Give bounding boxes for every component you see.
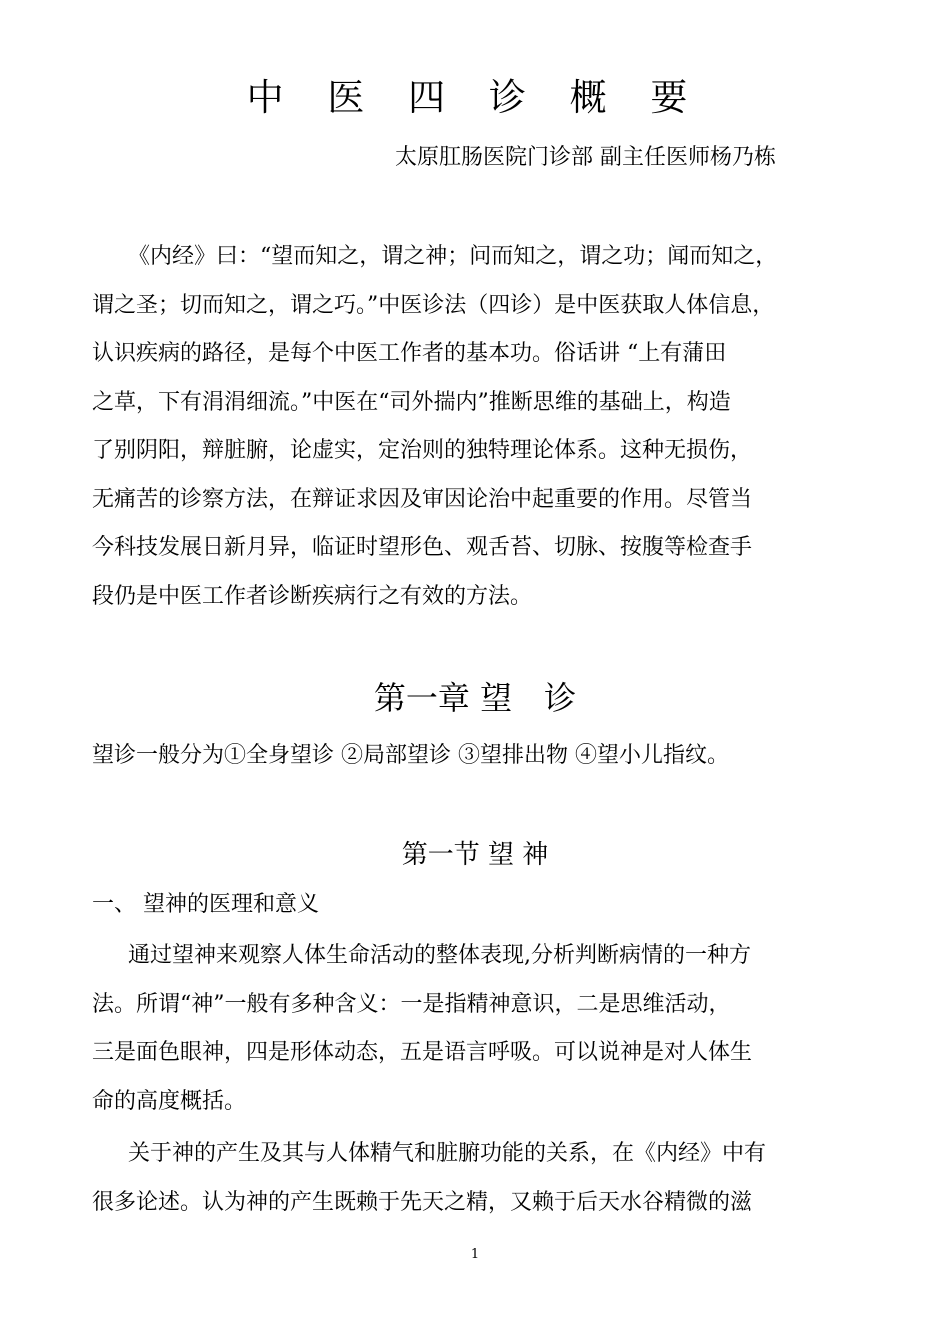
paragraph-line: 了别阴阳，辩脏腑，论虚实，定治则的独特理论体系。这种无损伤， bbox=[92, 438, 753, 463]
intro-paragraph bbox=[92, 233, 872, 621]
paragraph-line: 认识疾病的路径，是每个中医工作者的基本功。俗话讲 “上有蒲田 bbox=[92, 341, 727, 366]
chapter-title: 第一章 望 诊 bbox=[373, 679, 577, 717]
paragraph-line: 命的高度概括。 bbox=[92, 1088, 247, 1114]
paragraph-line: 法。所谓“神”一般有多种含义：一是指精神意识，二是思维活动， bbox=[92, 991, 731, 1017]
paragraph-line: 无痛苦的诊察方法，在辩证求因及审因论治中起重要的作用。尽管当 bbox=[92, 486, 753, 512]
paragraph-line: 通过望神来观察人体生命活动的整体表现,分析判断病情的一种方 bbox=[128, 943, 751, 968]
paragraph-line: 谓之圣；切而知之，谓之巧。”中医诊法（四诊）是中医获取人体信息， bbox=[92, 292, 775, 318]
paragraph-line: 今科技发展日新月异，临证时望形色、观舌苔、切脉、按腹等检查手 bbox=[92, 535, 753, 560]
paragraph-line: 很多论述。认为神的产生既赖于先天之精，又赖于后天水谷精微的滋 bbox=[92, 1189, 753, 1215]
paragraph-line: 之草，下有涓涓细流。”中医在“司外揣内”推断思维的基础上，构造 bbox=[92, 389, 731, 415]
chapter-intro: 望诊一般分为①全身望诊 ②局部望诊 ③望排出物 ④望小儿指纹。 bbox=[92, 743, 729, 768]
body-paragraph bbox=[92, 1130, 872, 1227]
paragraph-line: 段仍是中医工作者诊断疾病行之有效的方法。 bbox=[92, 583, 533, 609]
author-line: 太原肛肠医院门诊部 副主任医师杨乃栋 bbox=[395, 145, 776, 170]
document-title: 中 医 四 诊 概 要 bbox=[246, 76, 704, 119]
paragraph-line: 三是面色眼神，四是形体动态，五是语言呼吸。可以说神是对人体生 bbox=[92, 1040, 753, 1065]
body-paragraph bbox=[92, 932, 872, 1126]
section-title: 第一节 望 神 bbox=[401, 840, 549, 870]
page-number: 1 bbox=[470, 1247, 480, 1262]
subsection-title: 一、 望神的医理和意义 bbox=[92, 892, 319, 917]
paragraph-line: 《内经》曰：“望而知之，谓之神；问而知之，谓之功；闻而知之， bbox=[128, 244, 778, 269]
paragraph-line: 关于神的产生及其与人体精气和脏腑功能的关系，在《内经》中有 bbox=[128, 1141, 767, 1166]
